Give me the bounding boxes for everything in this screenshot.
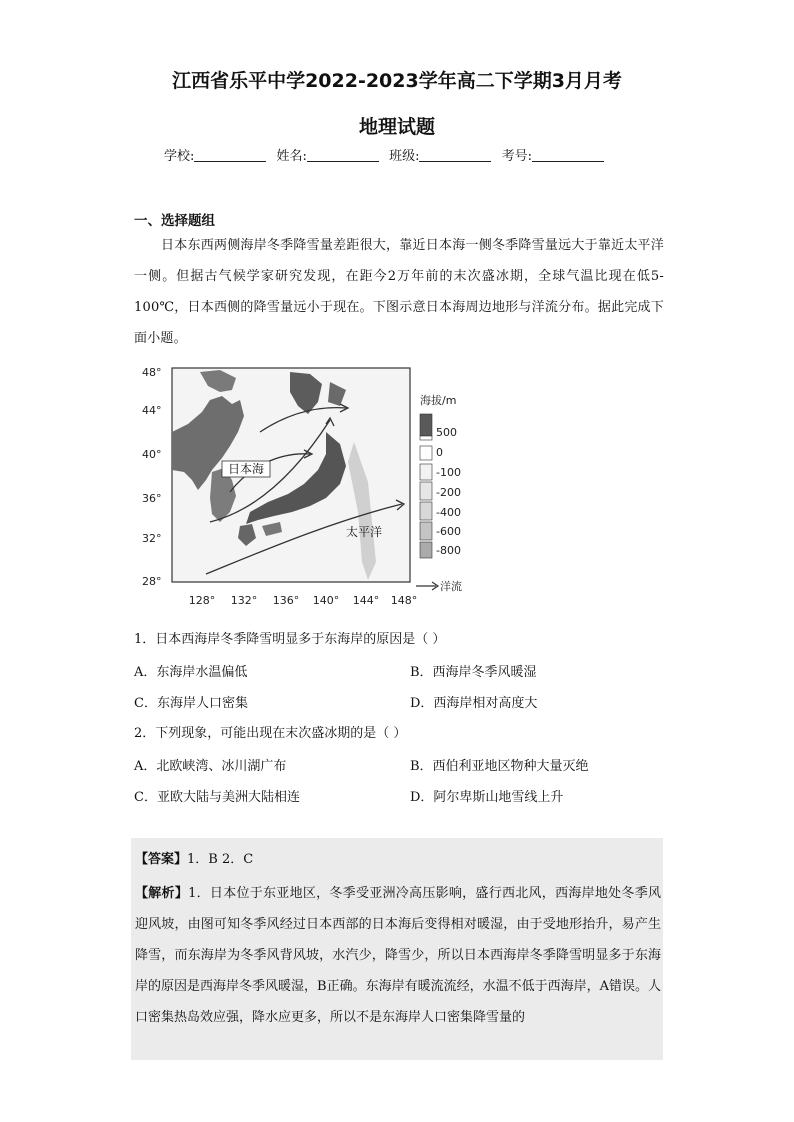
school-blank[interactable] — [194, 148, 266, 162]
number-label: 考号: — [501, 149, 532, 164]
name-blank[interactable] — [307, 148, 379, 162]
answer-line — [135, 848, 253, 867]
number-blank[interactable] — [532, 148, 604, 162]
lat-label: 32° — [142, 532, 162, 545]
analysis-text: 1．日本位于东亚地区，冬季受亚洲冷高压影响，盛行西北风，西海岸地处冬季风迎风坡，由图可知冬季风经过日本西部的日本海后变得相对暖湿，由于受地形抬升，易产生降雪，而东海岸为冬季风背风坡，水汽少，降雪少，所以日本西海岸冬季降雪明显多于东海岸的原因是西海岸冬季风暖湿，B正确。东海岸有暖流流经，水温不低于西海岸，A错误。人口密集热岛效应强，降水应更多，所以不是东海岸人口密集降雪量的 — [135, 886, 661, 1025]
question-passage: 日本东西两侧海岸冬季降雪量差距很大，靠近日本海一侧冬季降雪量远大于靠近太平洋一侧。但据古气候学家研究发现，在距今2万年前的末次盛冰期，全球气温比现在低5-100℃，日本西侧的降雪量远小于现在。下图示意日本海周边地形与洋流分布。据此完成下面小题。 — [134, 238, 664, 346]
question-2-option-d[interactable]: D．阿尔卑斯山地雪线上升 — [410, 790, 564, 805]
question-1-stem: 1．日本西海岸冬季降雪明显多于东海岸的原因是（ ） — [134, 632, 446, 647]
legend-value: -800 — [436, 544, 461, 557]
exam-title: 江西省乐平中学2022-2023学年高二下学期3月月考 — [172, 70, 622, 92]
question-2-option-c[interactable]: C．亚欧大陆与美洲大陆相连 — [134, 790, 300, 805]
current-legend-label: 洋流 — [440, 580, 462, 593]
question-1-option-c[interactable]: C．东海岸人口密集 — [134, 696, 248, 711]
answer-text: 1．B 2．C — [187, 852, 254, 867]
lon-label: 144° — [352, 594, 380, 607]
ocean-label: 太平洋 — [346, 525, 383, 539]
lat-label: 36° — [142, 492, 162, 505]
question-1-option-d[interactable]: D．西海岸相对高度大 — [410, 696, 538, 711]
question-2-stem: 2．下列现象，可能出现在末次盛冰期的是（ ） — [134, 726, 407, 741]
lat-label: 28° — [142, 575, 162, 588]
legend-title: 海拔/m — [420, 394, 457, 407]
answer-label: 【答案】 — [135, 852, 188, 867]
class-label: 班级: — [389, 149, 420, 164]
lat-label: 44° — [142, 404, 162, 417]
lon-label: 140° — [312, 594, 340, 607]
sea-label: 日本海 — [227, 462, 265, 476]
question-2-option-b[interactable]: B．西伯利亚地区物种大量灭绝 — [410, 759, 589, 774]
class-blank[interactable] — [419, 148, 491, 162]
lat-label: 40° — [142, 448, 162, 461]
legend-value: -400 — [436, 506, 461, 519]
name-label: 姓名: — [276, 149, 307, 164]
student-info-line — [164, 145, 610, 164]
question-2-option-a[interactable]: A．北欧峡湾、冰川湖广布 — [134, 759, 287, 774]
legend-value: -100 — [436, 466, 461, 479]
legend-value: 0 — [436, 446, 443, 459]
lat-label: 48° — [142, 366, 162, 379]
lon-label: 148° — [390, 594, 418, 607]
japan-sea-map — [140, 362, 470, 610]
lon-label: 132° — [230, 594, 258, 607]
analysis-block — [135, 878, 661, 1033]
question-1-option-a[interactable]: A．东海岸水温偏低 — [134, 665, 248, 680]
school-label: 学校: — [164, 149, 195, 164]
legend-value: -600 — [436, 525, 461, 538]
subject-title: 地理试题 — [358, 116, 435, 138]
legend-value: 500 — [436, 426, 457, 439]
lon-label: 136° — [272, 594, 300, 607]
analysis-label: 【解析】 — [135, 886, 189, 901]
section-heading: 一、选择题组 — [134, 213, 215, 229]
legend-value: -200 — [436, 486, 461, 499]
question-1-option-b[interactable]: B．西海岸冬季风暖湿 — [410, 665, 537, 680]
lon-label: 128° — [188, 594, 216, 607]
